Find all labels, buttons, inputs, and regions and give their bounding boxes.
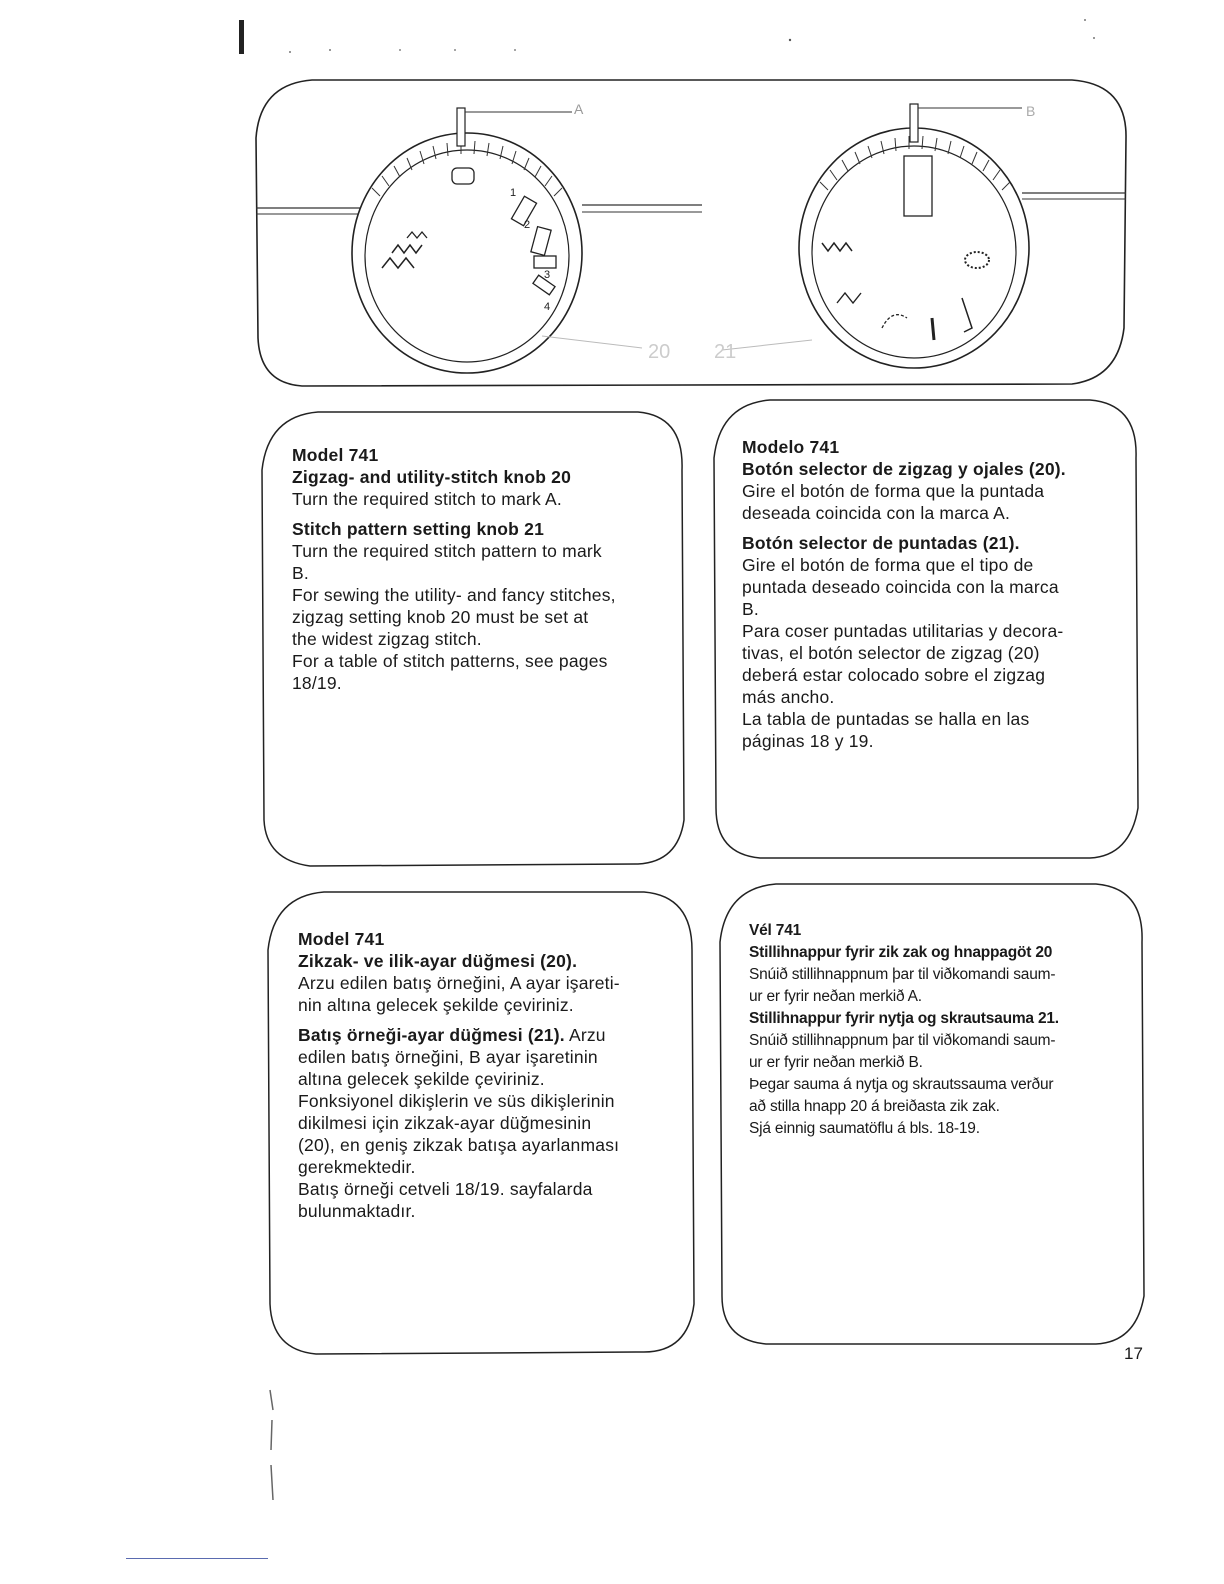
knob-number-1: 1 <box>510 187 517 199</box>
body-text: Arzu <box>564 1025 606 1045</box>
body-text: zigzag setting knob 20 must be set at <box>292 607 589 627</box>
knob-illustration <box>252 78 1132 390</box>
callout-20: 20 <box>648 341 671 363</box>
panel-turkish <box>264 890 698 1358</box>
heading-knob-21: Botón selector de puntadas (21). <box>742 533 1020 553</box>
knob-number-2: 2 <box>524 219 531 231</box>
body-text: 18/19. <box>292 673 342 693</box>
model-label: Modelo 741 <box>742 437 840 457</box>
body-text: tivas, el botón selector de zigzag (20) <box>742 643 1040 663</box>
body-text: deseada coincida con la marca A. <box>742 503 1011 523</box>
knob-number-3: 3 <box>544 269 551 281</box>
body-text: dikilmesi için zikzak-ayar düğmesinin <box>298 1113 592 1133</box>
panel-english <box>258 410 690 870</box>
body-text: edilen batış örneğini, B ayar işaretinin <box>298 1047 598 1067</box>
body-text: deberá estar colocado sobre el zigzag <box>742 665 1046 685</box>
body-text: gerekmektedir. <box>298 1157 416 1177</box>
body-text: Batış örneği cetveli 18/19. sayfalarda <box>298 1179 593 1199</box>
body-text: altına gelecek şekilde çeviriniz. <box>298 1069 545 1089</box>
model-label: Model 741 <box>298 929 385 949</box>
body-text: La tabla de puntadas se halla en las <box>742 709 1030 729</box>
heading-knob-21: Batış örneği-ayar düğmesi (21). <box>298 1025 565 1045</box>
body-text: Þegar sauma á nytja og skrautssauma verður <box>749 1076 1054 1093</box>
body-text: the widest zigzag stitch. <box>292 629 482 649</box>
body-text: Arzu edilen batış örneğini, A ayar işareti- <box>298 973 620 993</box>
model-label: Vél 741 <box>749 922 802 939</box>
callout-21: 21 <box>714 341 737 363</box>
body-text: Gire el botón de forma que la puntada <box>742 481 1045 501</box>
body-text: For sewing the utility- and fancy stitches, <box>292 585 616 605</box>
mark-b: B <box>1026 103 1036 119</box>
page-number: 17 <box>1124 1344 1143 1363</box>
heading-knob-20: Zikzak- ve ilik-ayar düğmesi (20). <box>298 951 578 971</box>
body-text: Snúið stillihnappnum þar til viðkomandi saum- <box>749 966 1056 983</box>
body-text: puntada deseado coincida con la marca <box>742 577 1059 597</box>
body-text: Fonksiyonel dikişlerin ve süs dikişlerinin <box>298 1091 615 1111</box>
panel-spanish <box>710 398 1142 862</box>
heading-knob-21: Stillihnappur fyrir nytja og skrautsauma 21. <box>749 1010 1059 1027</box>
body-text: ur er fyrir neðan merkið A. <box>749 988 922 1005</box>
body-text: B. <box>292 563 309 583</box>
divider <box>126 1558 268 1559</box>
panel-icelandic <box>716 882 1148 1350</box>
body-text: B. <box>742 599 759 619</box>
heading-knob-20: Stillihnappur fyrir zik zak og hnappagöt 20 <box>749 944 1053 961</box>
heading-knob-20: Botón selector de zigzag y ojales (20). <box>742 459 1066 479</box>
body-text: að stilla hnapp 20 á breiðasta zik zak. <box>749 1098 1000 1115</box>
body-text: Sjá einnig saumatöflu á bls. 18-19. <box>749 1120 980 1137</box>
body-text: For a table of stitch patterns, see pages <box>292 651 608 671</box>
mark-a: A <box>574 101 584 117</box>
heading-knob-20: Zigzag- and utility-stitch knob 20 <box>292 467 572 487</box>
body-text: Snúið stillihnappnum þar til viðkomandi saum- <box>749 1032 1056 1049</box>
knob-number-4: 4 <box>544 301 551 313</box>
body-text: (20), en geniş zikzak batışa ayarlanması <box>298 1135 620 1155</box>
body-text: Gire el botón de forma que el tipo de <box>742 555 1034 575</box>
heading-knob-21: Stitch pattern setting knob 21 <box>292 519 544 539</box>
body-text: nin altına gelecek şekilde çeviriniz. <box>298 995 574 1015</box>
body-text: Turn the required stitch to mark A. <box>292 489 562 509</box>
body-text: más ancho. <box>742 687 835 707</box>
body-text: ur er fyrir neðan merkið B. <box>749 1054 923 1071</box>
body-text: Turn the required stitch pattern to mark <box>292 541 602 561</box>
body-text: Para coser puntadas utilitarias y decora- <box>742 621 1064 641</box>
model-label: Model 741 <box>292 445 379 465</box>
body-text: bulunmaktadır. <box>298 1201 416 1221</box>
body-text: páginas 18 y 19. <box>742 731 874 751</box>
